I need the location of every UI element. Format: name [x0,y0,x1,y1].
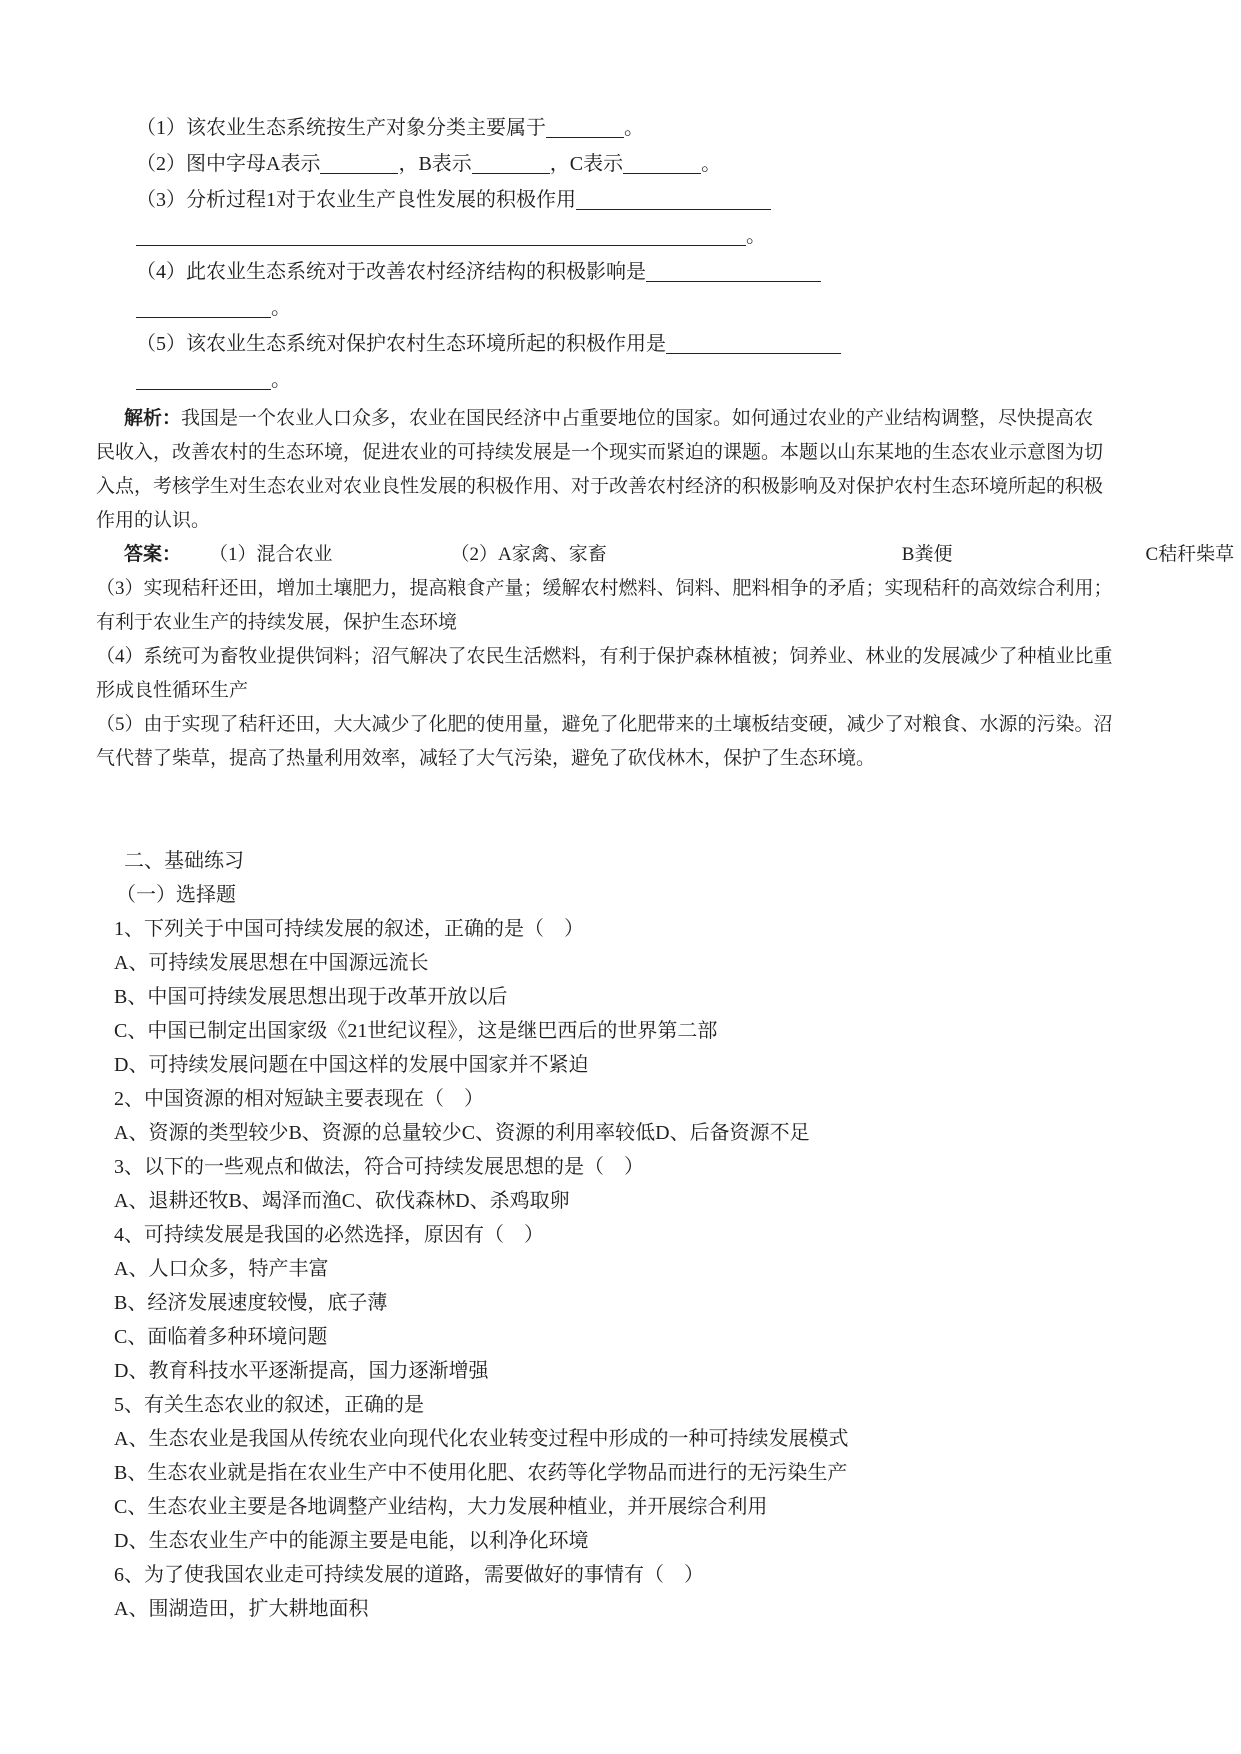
practice-option: D、生态农业生产中的能源主要是电能，以利净化环境 [114,1530,589,1552]
answer-blank [576,207,771,210]
practice-section-title: 二、基础练习 [124,850,244,872]
question-1-period: 。 [624,117,644,139]
question-block [96,0,1141,398]
question-2 [96,146,1141,182]
question-1-text: （1）该农业生态系统按生产对象分类主要属于 [136,117,546,139]
question-2-text-c: ，C表示 [549,153,624,175]
practice-option: A、可持续发展思想在中国源远流长 [114,952,429,974]
practice-option: C、面临着多种环境问题 [114,1326,328,1348]
practice-question-1: 1、下列关于中国可持续发展的叙述，正确的是（ ） [114,918,584,940]
question-5-continuation [96,362,1141,398]
analysis-line-3: 入点，考核学生对生态农业对农业良性发展的积极作用、对于改善农村经济的积极影响及对保护农村生态环境所起的积极 [96,476,1104,497]
practice-option: D、可持续发展问题在中国这样的发展中国家并不紧迫 [114,1054,589,1076]
practice-option: A、围湖造田，扩大耕地面积 [114,1598,369,1620]
practice-section [96,844,1141,1626]
analysis-line-4: 作用的认识。 [96,510,211,531]
answer-4-line-2: 形成良性循环生产 [96,680,249,701]
question-3-period: 。 [746,225,766,247]
analysis-label: 解析： [124,408,182,429]
answer-3-line-1: （3）实现秸秆还田，增加土壤肥力，提高粮食产量；缓解农村燃料、饲料、肥料相争的矛盾；实现秸秆的高效综合利用； [96,578,1113,599]
analysis-line-1 [96,402,1141,436]
practice-question-4: 4、可持续发展是我国的必然选择，原因有（ ） [114,1224,544,1246]
answer-item-1: （1）混合农业 [209,544,333,565]
practice-question-2: 2、中国资源的相对短缺主要表现在（ ） [114,1088,484,1110]
practice-question-6: 6、为了使我国农业走可持续发展的道路，需要做好的事情有（ ） [114,1564,704,1586]
question-2-text-a: （2）图中字母A表示 [136,153,321,175]
question-3-text: （3）分析过程1对于农业生产良性发展的积极作用 [136,189,576,211]
page-content [96,0,1235,1626]
question-1 [96,110,1141,146]
question-5-period: 。 [271,369,291,391]
answer-blank [136,243,746,246]
answer-blank [472,171,550,174]
answer-5-line-2: 气代替了柴草，提高了热量利用效率，减轻了大气污染，避免了砍伐林木，保护了生态环境。 [96,748,876,769]
practice-option: A、人口众多，特产丰富 [114,1258,329,1280]
question-4 [96,254,1141,290]
question-3-continuation [96,218,1141,254]
question-4-text: （4）此农业生态系统对于改善农村经济结构的积极影响是 [136,261,646,283]
answer-key-line [96,538,1235,572]
practice-option: C、中国已制定出国家级《21世纪议程》，这是继巴西后的世界第二部 [114,1020,718,1042]
practice-option: C、生态农业主要是各地调整产业结构，大力发展种植业，并开展综合利用 [114,1496,768,1518]
practice-subsection-title: （一）选择题 [116,884,236,906]
answer-blank [623,171,701,174]
answer-3-line-2: 有利于农业生产的持续发展，保护生态环境 [96,612,458,633]
answer-blank [136,387,271,390]
answer-item-4: C秸秆柴草 [1145,544,1235,565]
answer-4-line-1: （4）系统可为畜牧业提供饲料；沼气解决了农民生活燃料，有利于保护森林植被；饲养业、林业的发展减少了种植业比重 [96,646,1113,667]
practice-option: B、生态农业就是指在农业生产中不使用化肥、农药等化学物品而进行的无污染生产 [114,1462,848,1484]
question-2-text-b: ，B表示 [398,153,472,175]
answer-blank [666,351,841,354]
question-4-period: 。 [271,297,291,319]
question-5-text: （5）该农业生态系统对保护农村生态环境所起的积极作用是 [136,333,666,355]
practice-option: A、资源的类型较少B、资源的总量较少C、资源的利用率较低D、后备资源不足 [114,1122,810,1144]
practice-option: B、中国可持续发展思想出现于改革开放以后 [114,986,508,1008]
question-4-continuation [96,290,1141,326]
practice-option: B、经济发展速度较慢，底子薄 [114,1292,388,1314]
analysis-line-2: 民收入，改善农村的生态环境，促进农业的可持续发展是一个现实而紧迫的课题。本题以山东某地的生态农业示意图为切 [96,442,1104,463]
analysis-answer-block [96,402,1235,776]
practice-option: A、生态农业是我国从传统农业向现代化农业转变过程中形成的一种可持续发展模式 [114,1428,849,1450]
answer-blank [646,279,821,282]
analysis-text-1: 我国是一个农业人口众多，农业在国民经济中占重要地位的国家。如何通过农业的产业结构调整，尽快提高农 [181,408,1094,429]
question-3 [96,182,1141,218]
answer-blank [546,135,624,138]
answer-item-3: B粪便 [901,544,953,565]
answer-item-2: （2）A家禽、家畜 [450,544,607,565]
practice-question-5: 5、有关生态农业的叙述，正确的是 [114,1394,424,1416]
practice-option: D、教育科技水平逐渐提高，国力逐渐增强 [114,1360,489,1382]
practice-question-3: 3、以下的一些观点和做法，符合可持续发展思想的是（ ） [114,1156,644,1178]
practice-option: A、退耕还牧B、竭泽而渔C、砍伐森林D、杀鸡取卵 [114,1190,570,1212]
answer-blank [320,171,398,174]
answer-label: 答案： [124,544,182,565]
question-5 [96,326,1141,362]
question-2-period: 。 [701,153,722,175]
answer-5-line-1: （5）由于实现了秸秆还田，大大减少了化肥的使用量，避免了化肥带来的土壤板结变硬，减少了对粮食、水源的污染。沼 [96,714,1113,735]
answer-blank [136,315,271,318]
